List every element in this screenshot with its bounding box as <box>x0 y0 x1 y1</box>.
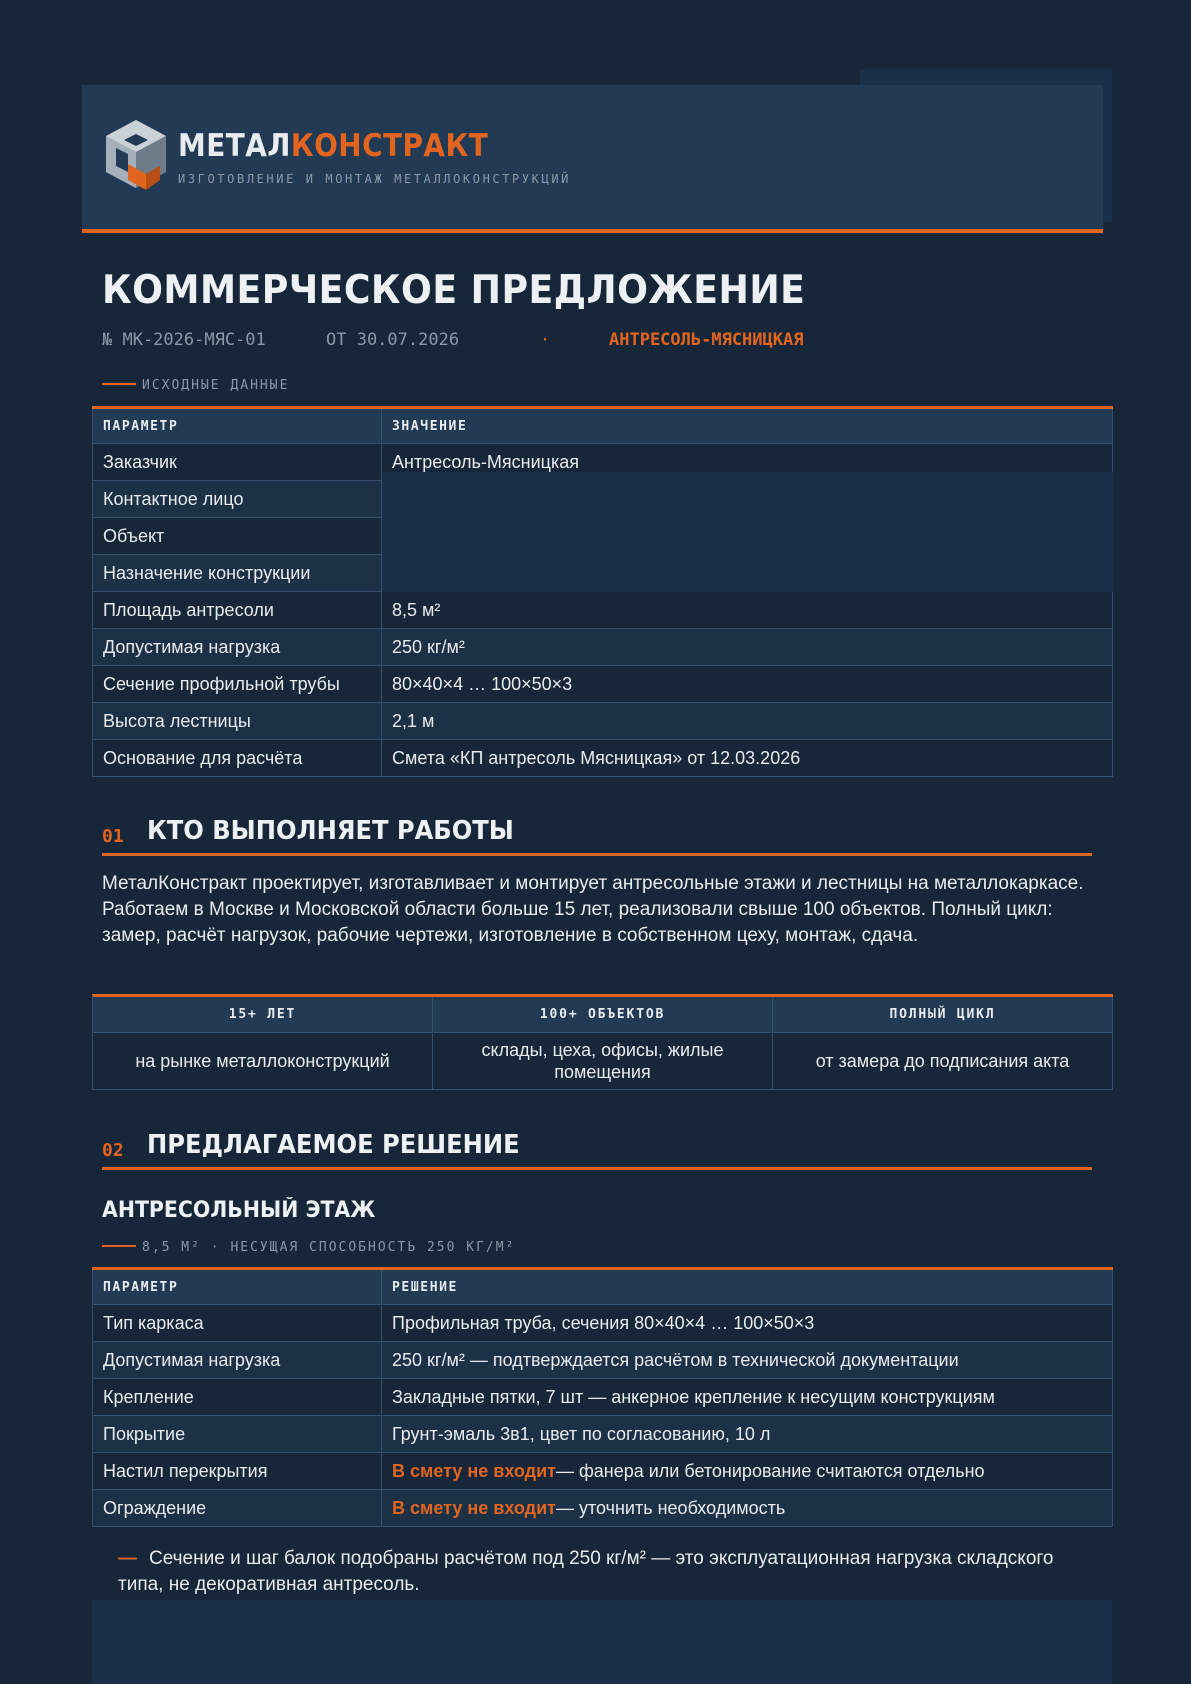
stat-head: 15+ ЛЕТ <box>93 997 432 1033</box>
company-stats <box>92 994 1113 1090</box>
value-text: — уточнить необходимость <box>555 1497 786 1518</box>
initial-data-caption <box>102 378 289 393</box>
value-text: — фанера или бетонирование считаются отдельно <box>555 1460 985 1481</box>
cube-logo-icon <box>102 118 170 196</box>
stat-body: от замера до подписания акта <box>815 1051 1070 1071</box>
caption-text: 8,5 М² · НЕСУЩАЯ СПОСОБНОСТЬ 250 КГ/М² <box>142 1240 516 1255</box>
stat-head: ПОЛНЫЙ ЦИКЛ <box>773 997 1112 1033</box>
value-cell: 2,1 м <box>381 703 1113 739</box>
param-cell: Назначение конструкции <box>92 555 381 591</box>
footer-decor-block <box>92 1600 1112 1684</box>
stat-card <box>433 997 773 1089</box>
section-title: КТО ВЫПОЛНЯЕТ РАБОТЫ <box>147 816 514 846</box>
table-row <box>92 1305 1113 1342</box>
subsection-title: АНТРЕСОЛЬНЫЙ ЭТАЖ <box>102 1198 376 1223</box>
brand-tagline: ИЗГОТОВЛЕНИЕ И МОНТАЖ МЕТАЛЛОКОНСТРУКЦИЙ <box>178 172 571 186</box>
page-title: КОММЕРЧЕСКОЕ ПРЕДЛОЖЕНИЕ <box>102 268 806 313</box>
meta-separator: · <box>540 330 551 350</box>
table-header-row <box>92 1270 1113 1305</box>
value-text: Профильная труба, сечения 80×40×4 … 100×50×3 <box>392 1312 815 1333</box>
value-text: Закладные пятки, 7 шт — анкерное крепление к несущим конструкциям <box>392 1386 995 1407</box>
caption-dash <box>102 383 136 385</box>
value-cell <box>381 1490 1113 1526</box>
note-dash: — <box>118 1548 137 1569</box>
caption-dash <box>102 1245 136 1247</box>
param-cell: Объект <box>92 518 381 554</box>
param-cell: Заказчик <box>92 444 381 480</box>
table-header-row <box>92 409 1113 444</box>
stat-body: склады, цеха, офисы, жилые помещения <box>481 1040 724 1082</box>
table-row <box>92 1342 1113 1379</box>
redacted-block <box>382 472 1113 592</box>
document-client: АНТРЕСОЛЬ-МЯСНИЦКАЯ <box>609 330 804 350</box>
note-text: Сечение и шаг балок подобраны расчётом под 250 кг/м² — это эксплуатационная нагрузка складского типа, не декоративная антресоль. <box>118 1548 1054 1595</box>
param-cell: Настил перекрытия <box>92 1453 381 1489</box>
document-number: № МК-2026-МЯС-01 <box>102 330 266 350</box>
param-cell: Покрытие <box>92 1416 381 1452</box>
value-cell: 250 кг/м² <box>381 629 1113 665</box>
value-cell: 8,5 м² <box>381 592 1113 628</box>
column-header: РЕШЕНИЕ <box>381 1270 1113 1304</box>
table-row <box>92 629 1113 666</box>
column-header: ПАРАМЕТР <box>92 409 381 443</box>
param-cell: Крепление <box>92 1379 381 1415</box>
table-row <box>92 703 1113 740</box>
value-cell <box>381 1379 1113 1415</box>
column-header: ЗНАЧЕНИЕ <box>381 409 1113 443</box>
value-cell <box>381 1342 1113 1378</box>
section-heading-02 <box>102 1126 1092 1170</box>
param-cell: Контактное лицо <box>92 481 381 517</box>
value-cell: Смета «КП антресоль Мясницкая» от 12.03.2026 <box>381 740 1113 776</box>
table-row <box>92 1379 1113 1416</box>
stat-body: на рынке металлоконструкций <box>135 1051 390 1071</box>
param-cell: Тип каркаса <box>92 1305 381 1341</box>
table-row <box>92 1453 1113 1490</box>
solution-table <box>92 1267 1113 1527</box>
param-cell: Основание для расчёта <box>92 740 381 776</box>
param-cell: Допустимая нагрузка <box>92 629 381 665</box>
section-title: ПРЕДЛАГАЕМОЕ РЕШЕНИЕ <box>147 1130 520 1160</box>
value-text: Грунт-эмаль 3в1, цвет по согласованию, 10 л <box>392 1423 771 1444</box>
value-cell <box>381 1453 1113 1489</box>
document-date: ОТ 30.07.2026 <box>326 330 460 350</box>
value-cell <box>381 1416 1113 1452</box>
stat-card <box>93 997 433 1089</box>
section-number: 01 <box>102 826 124 847</box>
table-row <box>92 1416 1113 1453</box>
table-row <box>92 666 1113 703</box>
section-heading-01 <box>102 812 1092 856</box>
table-row <box>92 1490 1113 1527</box>
stat-head: 100+ ОБЪЕКТОВ <box>433 997 772 1033</box>
brand-part-1: МЕТАЛ <box>178 128 291 164</box>
company-description: МеталКонстракт проектирует, изготавливает и монтирует антресольные этажи и лестницы на металлокаркасе. Работаем в Москве и Московской области больше 15 лет, реализовали свыше 100 объектов. Полный цикл: замер, расчёт нагрузок, рабочие чертежи, изготовление в собственном цеху, монтаж, сдача. <box>102 873 1084 946</box>
section-number: 02 <box>102 1140 124 1161</box>
highlight-text: В смету не входит <box>392 1497 556 1518</box>
solution-caption <box>102 1240 515 1255</box>
caption-text: ИСХОДНЫЕ ДАННЫЕ <box>142 378 290 393</box>
value-cell <box>381 1305 1113 1341</box>
value-cell: 80×40×4 … 100×50×3 <box>381 666 1113 702</box>
table-row <box>92 740 1113 777</box>
solution-note <box>118 1546 1058 1598</box>
param-cell: Допустимая нагрузка <box>92 1342 381 1378</box>
param-cell: Высота лестницы <box>92 703 381 739</box>
param-cell: Площадь антресоли <box>92 592 381 628</box>
param-cell: Ограждение <box>92 1490 381 1526</box>
brand-part-2: КОНСТРАКТ <box>290 128 489 164</box>
column-header: ПАРАМЕТР <box>92 1270 381 1304</box>
param-cell: Сечение профильной трубы <box>92 666 381 702</box>
value-cell: Антресоль-Мясницкая <box>381 444 1113 480</box>
brand-name <box>178 128 488 164</box>
stat-card <box>773 997 1113 1089</box>
value-text: 250 кг/м² — подтверждается расчётом в технической документации <box>392 1349 959 1370</box>
table-row <box>92 592 1113 629</box>
highlight-text: В смету не входит <box>392 1460 556 1481</box>
